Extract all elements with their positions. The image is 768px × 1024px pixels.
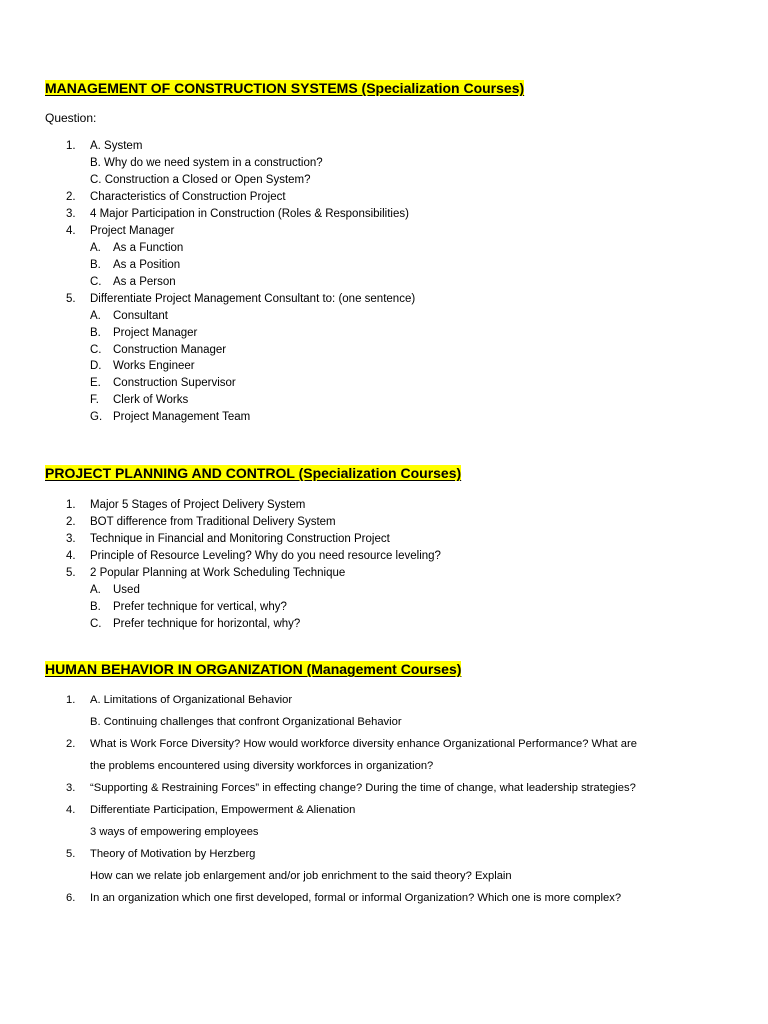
section-title-management-of-construction-systems: MANAGEMENT OF CONSTRUCTION SYSTEMS (Specialization Courses): [45, 80, 525, 96]
question-label: Question:: [45, 111, 97, 125]
document-page: MANAGEMENT OF CONSTRUCTION SYSTEMS (Specialization Courses) Question: 1. A. System B. Why do we need system in a construction? C. Construction a Closed or Open System? 2. Characteristics of Construction Project 3. 4 Major Participation in Construction (Roles & Responsibilities) 4. Project Manager A. As a Function B. As a Position C. As a Person 5. Differentiate Project Management Consultant to: (one sentence) A. Consultant B. Project Manager C. Construction Manager D. Works Engineer E. Construction Supervisor F. Clerk of Works G. Project Management Team PROJECT PLANNING AND CONTROL (Specialization Courses) 1. Major 5 Stages of Project Delivery System 2. BOT difference from Traditional Delivery System 3. Technique in Financial and Monitoring Construction Project 4. Principle of Resource Leveling? Why do you need resource leveling? 5. 2 Popular Planning at Work Scheduling Technique A. Used B. Prefer technique for vertical, why? C. Prefer technique for horizontal, why? HUMAN BEHAVIOR IN ORGANIZATION (Management Courses) 1. A. Limitations of Organizational Behavior B. Continuing challenges that confront Organizational Behavior 2. What is Work Force Diversity? How would workforce diversity enhance Organizational Performance? What are the problems encountered using diversity workforces in organization? 3. “Supporting & Restraining Forces” in effecting change? During the time of change, what leadership strategies? 4. Differentiate Participation, Empowerment & Alienation 3 ways of empowering employees 5. Theory of Motivation by Herzberg How can we relate job enlargement and/or job enrichment to the said theory? Explain 6. In an organization which one first developed, formal or informal Organization? Which one is more complex?: [45, 80, 637, 904]
section-title-human-behavior-in-organization: HUMAN BEHAVIOR IN ORGANIZATION (Management Courses): [45, 661, 462, 677]
section-title-project-planning-and-control: PROJECT PLANNING AND CONTROL (Specialization Courses): [45, 465, 462, 481]
